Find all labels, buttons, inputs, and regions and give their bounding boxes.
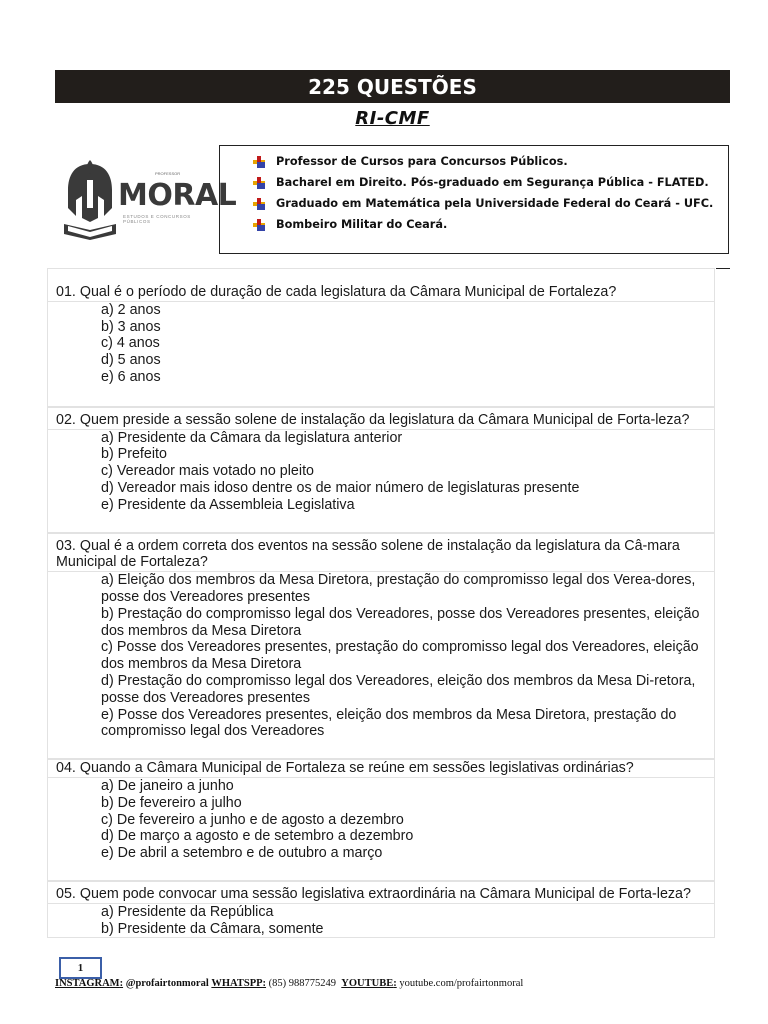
answer-option: c) De fevereiro a junho e de agosto a dezembro — [101, 811, 404, 828]
credentials-box — [219, 145, 729, 254]
question-block — [47, 881, 715, 938]
answer-option: d) Prestação do compromisso legal dos Vereadores, eleição dos membros da Mesa Di-retora, posse dos Vereadores presentes — [101, 672, 696, 706]
answer-option: b) 3 anos — [101, 318, 161, 335]
credential-item — [253, 151, 713, 172]
answer-option: a) 2 anos — [101, 301, 161, 318]
credential-item — [253, 172, 713, 193]
answer-option: a) Eleição dos membros da Mesa Diretora, prestação do compromisso legal dos Verea-dores, posse dos Vereadores presentes — [101, 572, 696, 605]
spartan-helmet-icon — [60, 160, 120, 240]
question-text: 01. Qual é o período de duração de cada legislatura da Câmara Municipal de Fortaleza? — [47, 268, 715, 301]
options-list — [47, 903, 715, 939]
answer-option: b) De fevereiro a julho — [101, 794, 242, 811]
youtube-label: YOUTUBE — [341, 978, 394, 989]
document-title: 225 QUESTÕES — [308, 74, 477, 99]
document-subtitle: RI-CMF — [355, 108, 430, 129]
instagram-handle: @profairtonmoral — [125, 978, 209, 989]
credential-text: Professor de Cursos para Concursos Públicos. — [276, 155, 568, 168]
answer-option: c) 4 anos — [101, 335, 160, 352]
question-block — [47, 759, 715, 881]
answer-option: e) 6 anos — [101, 368, 161, 385]
answer-option: c) Posse dos Vereadores presentes, prestação do compromisso legal dos Vereadores, eleição dos membros da Mesa Diretora — [101, 639, 699, 673]
answer-option: b) Presidente da Câmara, somente — [101, 920, 324, 937]
options-list — [47, 301, 715, 407]
instagram-label: INSTAGRAM — [55, 978, 120, 989]
footer-contacts: INSTAGRAM: @profairtonmoral WHATSPP: (85) 988775249 YOUTUBE: youtube.com/profairtonmoral — [55, 978, 524, 989]
question-text: 04. Quando a Câmara Municipal de Fortaleza se reúne em sessões legislativas ordinárias? — [47, 759, 715, 777]
credential-item — [253, 193, 713, 214]
answer-option: a) De janeiro a junho — [101, 777, 234, 794]
bullet-icon — [253, 219, 265, 231]
credential-text: Graduado em Matemática pela Universidade Federal do Ceará - UFC. — [276, 197, 714, 210]
logo-wordmark: MORAL — [118, 178, 237, 213]
page-number: 1 — [59, 957, 102, 979]
answer-option: d) Vereador mais idoso dentre os de maior número de legislaturas presente — [101, 479, 580, 496]
bullet-icon — [253, 156, 265, 168]
question-block — [47, 268, 715, 407]
question-text: 02. Quem preside a sessão solene de instalação da legislatura da Câmara Municipal de Forta-leza? — [47, 407, 715, 429]
youtube-url: youtube.com/profairtonmoral — [399, 978, 524, 989]
answer-option: e) Presidente da Assembleia Legislativa — [101, 496, 355, 513]
question-text: 05. Quem pode convocar uma sessão legislativa extraordinária na Câmara Municipal de Forta-leza? — [47, 881, 715, 903]
options-list — [47, 571, 715, 759]
answer-option: e) Posse dos Vereadores presentes, eleição dos membros da Mesa Diretora, prestação do compromisso legal dos Vereadores — [101, 706, 677, 740]
credential-text: Bombeiro Militar do Ceará. — [276, 218, 448, 231]
moral-logo — [60, 160, 237, 240]
answer-option: c) Vereador mais votado no pleito — [101, 463, 314, 480]
bullet-icon — [253, 198, 265, 210]
answer-option: e) De abril a setembro e de outubro a março — [101, 845, 383, 862]
credential-item — [253, 214, 713, 235]
answer-option: a) Presidente da República — [101, 903, 274, 920]
question-block — [47, 533, 715, 760]
answer-option: d) De março a agosto e de setembro a dezembro — [101, 828, 414, 845]
divider — [716, 268, 730, 269]
logo-small-text: PROFESSOR — [155, 171, 181, 176]
answer-option: d) 5 anos — [101, 352, 161, 369]
question-block — [47, 407, 715, 533]
options-list — [47, 429, 715, 533]
document-title-bar — [55, 70, 730, 103]
answer-option: b) Prestação do compromisso legal dos Vereadores, posse dos Vereadores presentes, eleição dos membros da Mesa Diretora — [101, 605, 700, 639]
question-text: 03. Qual é a ordem correta dos eventos na sessão solene de instalação da legislatura da Câ-mara Municipal de Fortaleza? — [47, 533, 715, 572]
credential-text: Bacharel em Direito. Pós-graduado em Segurança Pública - FLATED. — [276, 176, 709, 189]
bullet-icon — [253, 177, 265, 189]
whatsapp-label: WHATSPP — [211, 978, 263, 989]
credentials-list — [253, 151, 713, 235]
options-list — [47, 777, 715, 881]
whatsapp-number: (85) 988775249 — [268, 978, 337, 989]
answer-option: b) Prefeito — [101, 446, 167, 463]
question-list — [47, 268, 715, 938]
logo-tagline: ESTUDOS E CONCURSOS PÚBLICOS — [123, 214, 191, 224]
answer-option: a) Presidente da Câmara da legislatura anterior — [101, 429, 403, 446]
